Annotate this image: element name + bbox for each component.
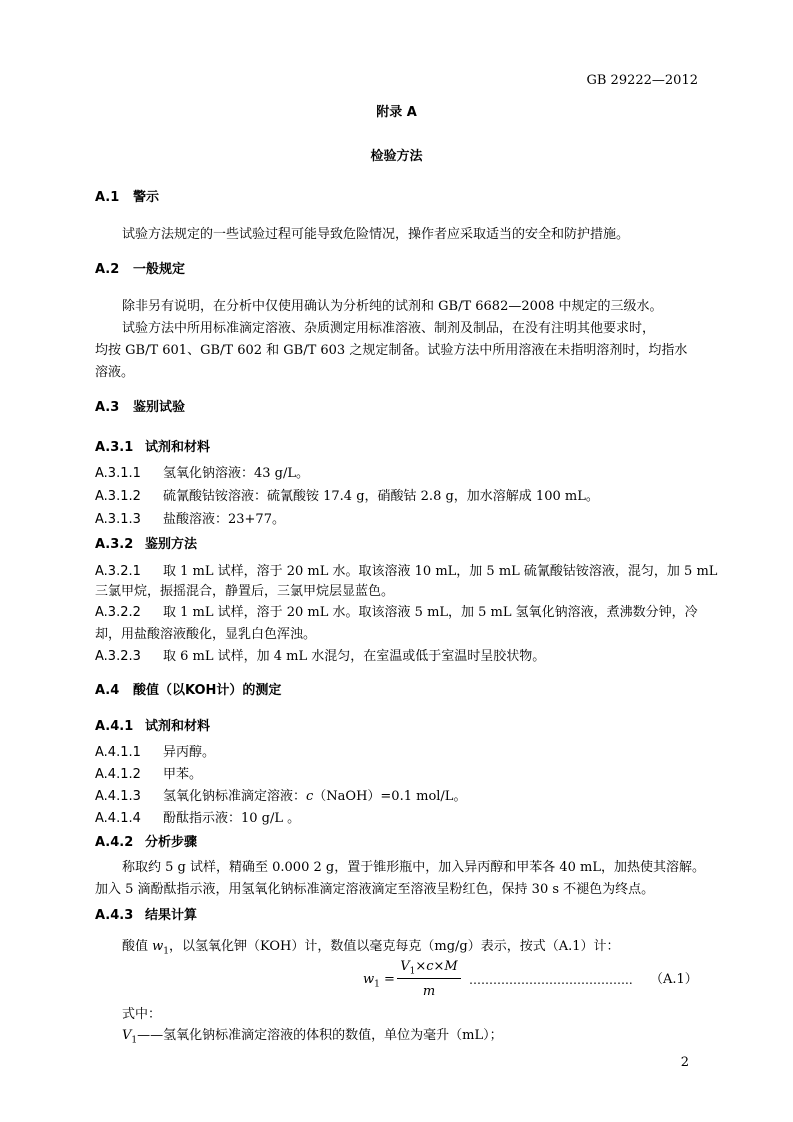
volume-subscript: 1	[131, 1035, 138, 1046]
paragraph: 试验方法规定的一些试验过程可能导致危险情况，操作者应采取适当的安全和防护措施。	[122, 227, 630, 242]
section-a2-heading	[95, 263, 185, 276]
list-item	[95, 812, 300, 825]
appendix-title: 附录 A	[376, 105, 417, 120]
item-number: A.4.1.1	[95, 745, 141, 760]
item-number: A.3.2.3	[95, 649, 141, 664]
subsection-title: 鉴别方法	[145, 537, 198, 552]
item-number: A.3.1.3	[95, 512, 141, 527]
lhs-subscript: 1	[374, 979, 380, 990]
section-a4-heading	[95, 684, 281, 697]
subsection-a42-heading	[95, 836, 197, 849]
list-item	[95, 650, 545, 663]
section-a1-heading	[95, 191, 159, 204]
item-number: A.4.1.3	[95, 789, 141, 804]
fraction-bar	[397, 978, 461, 979]
subsection-a41-heading	[95, 720, 210, 733]
appendix-subtitle: 检验方法	[370, 149, 423, 164]
concentration-symbol: c	[306, 789, 314, 804]
volume-symbol: V	[122, 1028, 132, 1043]
item-text: 甲苯。	[163, 767, 203, 782]
subsection-number: A.4.1	[95, 719, 134, 734]
paragraph-continued: 溶液。	[95, 365, 135, 380]
section-number: A.3	[95, 400, 120, 415]
subsection-number: A.4.2	[95, 835, 134, 850]
numerator-rest: ×c×M	[415, 959, 458, 974]
section-title: 一般规定	[133, 262, 186, 277]
item-text: 氢氧化钠溶液：43 g/L。	[163, 466, 310, 481]
item-text: 异丙醇。	[163, 745, 216, 760]
numerator	[397, 960, 461, 977]
item-number: A.3.1.2	[95, 489, 141, 504]
list-item-continued: 却，用盐酸溶液酸化，显乳白色浑浊。	[95, 627, 317, 642]
subsection-number: A.4.3	[95, 908, 134, 923]
paragraph-continued: 均按 GB/T 601、GB/T 602 和 GB/T 603 之规定制备。试验方法中所用溶液在未指明溶剂时，均指水	[95, 343, 688, 358]
numerator-volume: V	[400, 959, 410, 974]
section-number: A.2	[95, 262, 120, 277]
equation-lhs	[363, 973, 380, 990]
item-text: 酚酞指示液：10 g/L 。	[163, 811, 301, 826]
where-label: 式中：	[122, 1007, 162, 1022]
list-item-continued: 三氯甲烷，振摇混合，静置后，三氯甲烷层显蓝色。	[95, 584, 395, 599]
equals-sign: =	[384, 972, 395, 987]
calc-text-rest: ，以氢氧化钾（KOH）计，数值以毫克每克（mg/g）表示，按式（A.1）计：	[169, 939, 620, 954]
subsection-title: 试剂和材料	[145, 719, 211, 734]
subsection-title: 结果计算	[145, 908, 198, 923]
subsection-title: 试剂和材料	[145, 440, 211, 455]
subsection-a32-heading	[95, 538, 197, 551]
item-text: 硫氰酸钴铵溶液：硫氰酸铵 17.4 g，硝酸钴 2.8 g，加水溶解成 100 mL。	[163, 489, 599, 504]
item-number: A.4.1.2	[95, 767, 141, 782]
item-text-rest: （NaOH）=0.1 mol/L。	[313, 789, 467, 804]
denominator: m	[422, 984, 436, 999]
subsection-a31-heading	[95, 441, 210, 454]
variable-definition	[122, 1029, 503, 1046]
equation-label: （A.1）	[650, 972, 698, 987]
list-item	[95, 768, 202, 781]
page-number: 2	[680, 1055, 689, 1070]
list-item	[95, 606, 698, 619]
calc-text: 酸值	[122, 939, 153, 954]
list-item	[95, 490, 599, 503]
standard-number: GB 29222—2012	[586, 73, 698, 88]
subsection-number: A.3.1	[95, 440, 134, 455]
list-item	[95, 790, 466, 803]
paragraph: 试验方法中所用标准滴定溶液、杂质测定用标准溶液、制剂及制品，在没有注明其他要求时，	[122, 321, 656, 336]
lhs-symbol: w	[363, 972, 375, 987]
item-text: 取 1 mL 试样，溶于 20 mL 水。取该溶液 10 mL，加 5 mL 硫氰酸钴铵溶液，混匀，加 5 mL	[163, 564, 718, 579]
item-number: A.4.1.4	[95, 811, 141, 826]
item-text: 取 1 mL 试样，溶于 20 mL 水。取该溶液 5 mL，加 5 mL 氢氧化钠溶液，煮沸数分钟，冷	[163, 605, 698, 620]
calculation-intro	[122, 940, 620, 957]
subsection-a43-heading	[95, 909, 197, 922]
paragraph: 称取约 5 g 试样，精确至 0.000 2 g，置于锥形瓶中，加入异丙醇和甲苯各 40 mL，加热使其溶解。	[122, 860, 705, 875]
section-a3-heading	[95, 401, 185, 414]
acid-value-subscript: 1	[163, 946, 170, 957]
paragraph: 除非另有说明，在分析中仅使用确认为分析纯的试剂和 GB/T 6682—2008 中规定的三级水。	[122, 299, 663, 314]
list-item	[95, 565, 717, 578]
section-title: 警示	[133, 190, 160, 205]
list-item	[95, 513, 285, 526]
section-number: A.4	[95, 683, 120, 698]
subsection-number: A.3.2	[95, 537, 134, 552]
section-title: 鉴别试验	[133, 400, 186, 415]
item-text: 盐酸溶液：23+77。	[163, 512, 285, 527]
item-number: A.3.1.1	[95, 466, 141, 481]
list-item	[95, 746, 215, 759]
volume-definition: ——氢氧化钠标准滴定溶液的体积的数值，单位为毫升（mL）；	[137, 1028, 503, 1043]
paragraph-continued: 加入 5 滴酚酞指示液，用氢氧化钠标准滴定溶液滴定至溶液呈粉红色，保持 30 s 不褪色为终点。	[95, 882, 655, 897]
section-number: A.1	[95, 190, 120, 205]
item-text: 氢氧化钠标准滴定溶液：	[163, 789, 307, 804]
item-number: A.3.2.2	[95, 605, 141, 620]
subsection-title: 分析步骤	[145, 835, 198, 850]
item-text: 取 6 mL 试样，加 4 mL 水混匀，在室温或低于室温时呈胶状物。	[163, 649, 546, 664]
acid-value-symbol: w	[152, 939, 164, 954]
item-number: A.3.2.1	[95, 564, 141, 579]
list-item	[95, 467, 309, 480]
equation-leader-dots: …………………………………..	[469, 973, 633, 987]
section-title: 酸值（以KOH计）的测定	[133, 683, 282, 698]
numerator-subscript: 1	[409, 966, 416, 977]
